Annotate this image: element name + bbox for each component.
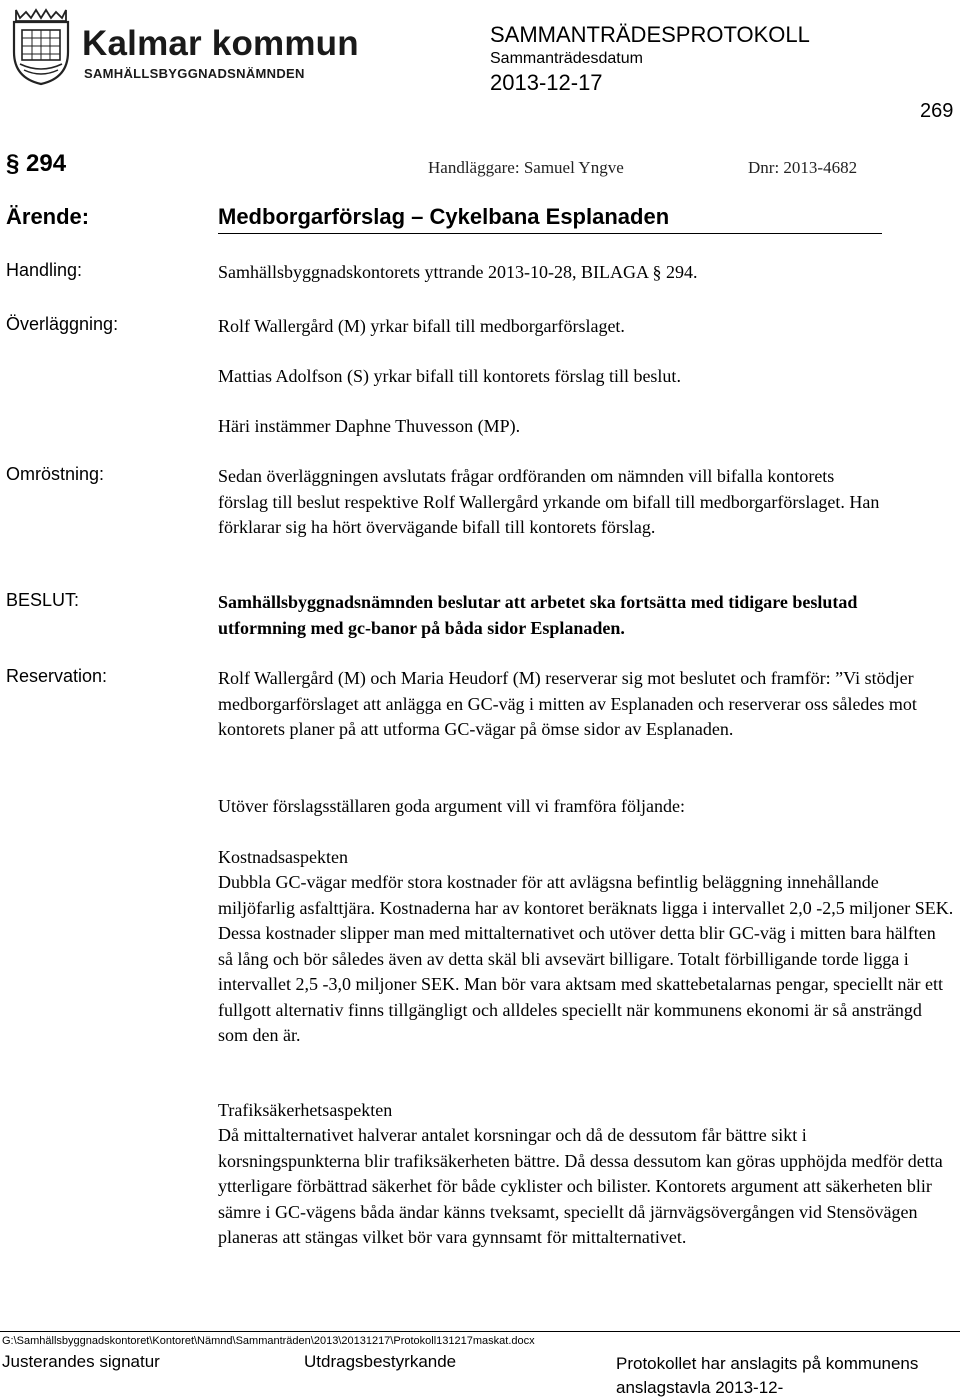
overlaggning-line-2: Mattias Adolfson (S) yrkar bifall till kontorets förslag till beslut. bbox=[218, 366, 681, 386]
omrostning-label: Omröstning: bbox=[6, 464, 105, 484]
kalmar-coat-of-arms-logo bbox=[10, 8, 72, 86]
extract-label: Utdragsbestyrkande bbox=[304, 1352, 457, 1371]
arende-label: Ärende: bbox=[6, 204, 90, 229]
file-path: G:\Samhällsbyggnadskontoret\Kontoret\Nämnd\Sammanträden\2013\20131217\Protokoll131217maskat.docx bbox=[2, 1335, 535, 1347]
handlaggare: Handläggare: Samuel Yngve bbox=[428, 158, 624, 177]
trafik-text: Då mittalternativet halverar antalet korsningar och då de dessutom får bättre sikt i korsningspunkterna blir trafiksäkerheten bättre. Då dessa dessutom kan göras upphöjda medför detta ytterligare förbättrad säkerhet för både cyklister och bilister. Kontorets argument att säkerheten blir sämre i GC-vägens båda ändar känns tveksamt, speciellt då järnvägsövergången vid Stensövägen planeras att stängas vilket bör vara gynnsamt för mittalternativet. bbox=[218, 1125, 943, 1247]
title-underline bbox=[218, 233, 882, 234]
paragraph-number: § 294 bbox=[6, 150, 67, 177]
dnr: Dnr: 2013-4682 bbox=[748, 158, 858, 177]
org-subtitle: SAMHÄLLSBYGGNADSNÄMNDEN bbox=[84, 66, 305, 81]
meeting-date: 2013-12-17 bbox=[490, 70, 603, 95]
kostnad-heading: Kostnadsaspekten bbox=[218, 847, 348, 867]
kostnad-text: Dubbla GC-vägar medför stora kostnader för att avlägsna befintlig beläggning innehållande miljöfarlig asfalttjära. Kostnaderna har av kontoret beräknats ligga i intervallet 2,0 -2,5 miljoner SEK. Dessa kostnader slipper man med mittalternativet och utöver detta blir GC-väg i mitten bara hälften så lång och bör således även av detta skäl bli avsevärt billigare. Totalt förbilligande torde ligga i intervallet 2,5 -3,0 miljoner SEK. Man bör vara aktsam med skattebetalarnas pengar, speciellt när ett fullgott alternativ finns tillgängligt och alldeles speciellt när kommunens ekonomi är så ansträngd som den är. bbox=[218, 872, 954, 1045]
reservation-text: Rolf Wallergård (M) och Maria Heudorf (M) reserverar sig mot beslutet och framför: ”Vi stödjer medborgarförslaget att anlägga en GC-väg i mitten av Esplanaden och reserverar oss således mot kontorets planer på att utforma GC-vägar på ömse sidor av Esplanaden. bbox=[218, 668, 917, 739]
arende-title: Medborgarförslag – Cykelbana Esplanaden bbox=[218, 204, 670, 229]
beslut-text: Samhällsbyggnadsnämnden beslutar att arbetet ska fortsätta med tidigare beslutad utformning med gc-banor på båda sidor Esplanaden. bbox=[218, 592, 858, 638]
footer-divider bbox=[0, 1331, 960, 1332]
posted-label: Protokollet har anslagits på kommunens anslagstavla 2013-12- bbox=[616, 1354, 919, 1397]
page-number: 269 bbox=[920, 100, 954, 122]
date-label: Sammanträdesdatum bbox=[490, 50, 643, 67]
overlaggning-line-3: Häri instämmer Daphne Thuvesson (MP). bbox=[218, 416, 521, 436]
trafik-heading: Trafiksäkerhetsaspekten bbox=[218, 1100, 393, 1120]
document-type: SAMMANTRÄDESPROTOKOLL bbox=[490, 22, 810, 47]
paragraph-number-value: 294 bbox=[26, 150, 67, 177]
reservation-label: Reservation: bbox=[6, 666, 108, 686]
signature-label: Justerandes signatur bbox=[2, 1352, 160, 1371]
org-name: Kalmar kommun bbox=[82, 24, 359, 63]
omrostning-text: Sedan överläggningen avslutats frågar ordföranden om nämnden vill bifalla kontorets förslag till beslut respektive Rolf Wallergård yrkande om bifall till medborgarförslaget. Han förklarar sig ha hört övervägande bifall till kontorets förslag. bbox=[218, 466, 880, 537]
reservation-intro: Utöver förslagsställaren goda argument vill vi framföra följande: bbox=[218, 796, 686, 816]
overlaggning-line-1: Rolf Wallergård (M) yrkar bifall till medborgarförslaget. bbox=[218, 316, 625, 336]
handling-label: Handling: bbox=[6, 260, 83, 280]
overlaggning-label: Överläggning: bbox=[6, 314, 119, 334]
handling-text: Samhällsbyggnadskontorets yttrande 2013-10-28, BILAGA § 294. bbox=[218, 262, 698, 282]
beslut-label: BESLUT: bbox=[6, 590, 80, 610]
